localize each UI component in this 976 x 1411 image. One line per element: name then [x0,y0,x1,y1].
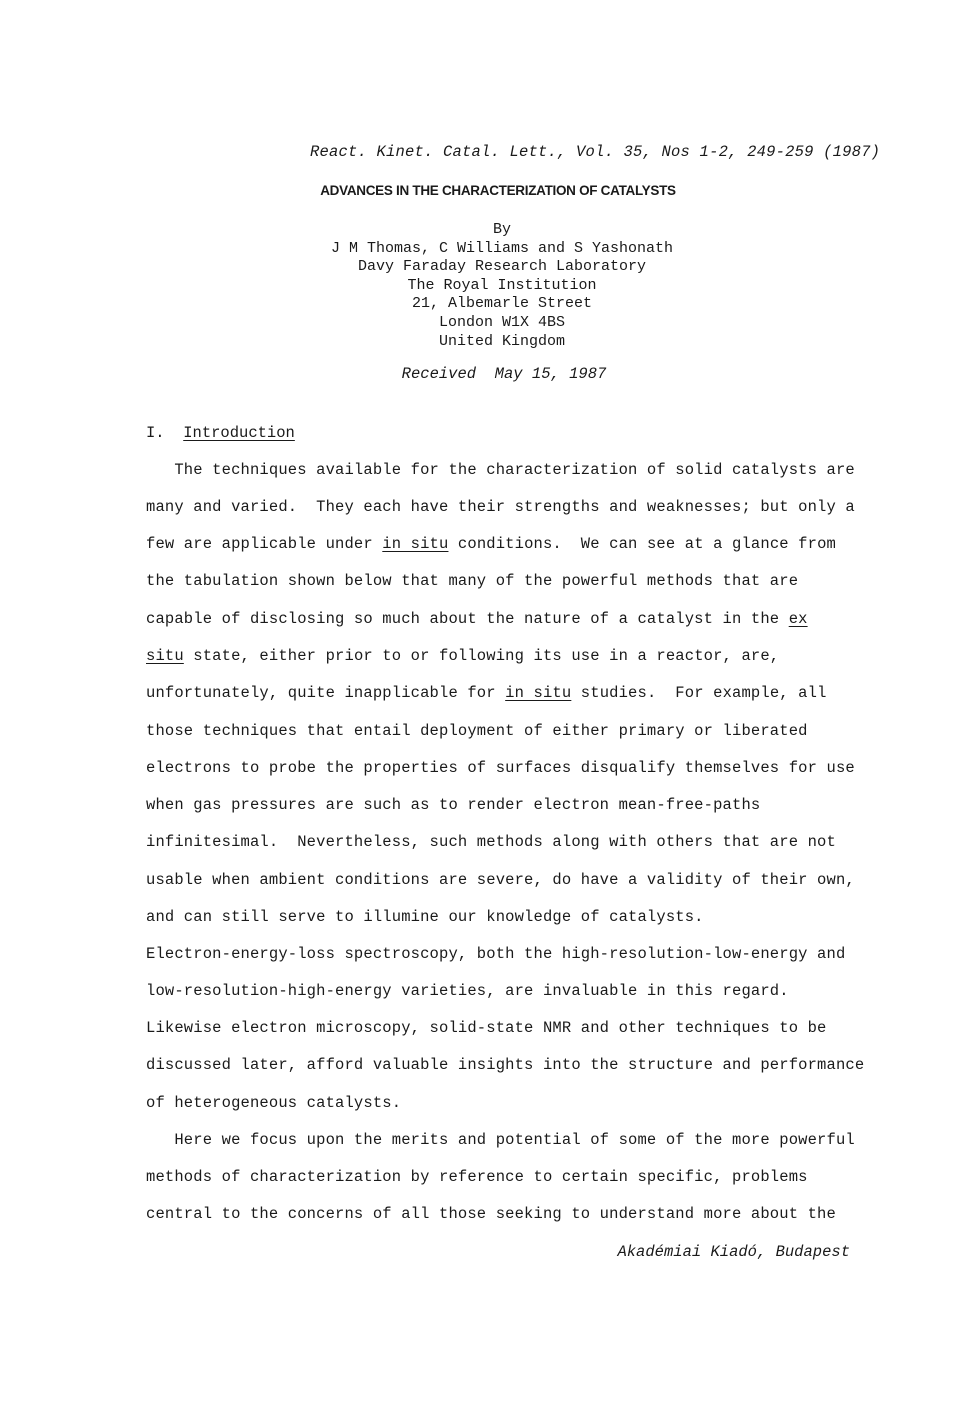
body-line: infinitesimal. Nevertheless, such methods along with others that are not [146,833,836,851]
body-line: many and varied. They each have their strengths and weaknesses; but only a [146,498,855,516]
body-line [146,535,836,553]
body-line: Likewise electron microscopy, solid-state NMR and other techniques to be [146,1019,827,1037]
publisher-footer: Akadémiai Kiadó, Budapest [617,1243,850,1261]
by-line: By [492,221,511,238]
text-run: few are applicable under [146,535,383,553]
text-run: unfortunately, quite inapplicable for [146,684,506,702]
received-date: Received May 15, 1987 [401,365,607,383]
author-block [0,221,976,351]
affiliation-line: Davy Faraday Research Laboratory [357,258,647,276]
body-line: low-resolution-high-energy varieties, are invaluable in this regard. [146,982,789,1000]
body-line: usable when ambient conditions are severe, do have a validity of their own, [146,871,855,889]
body-line [146,684,827,702]
section-title: Introduction [183,424,295,442]
section-heading [146,424,295,442]
text-run: state, either prior to or following its use in a reactor, are, [183,647,780,665]
text-run: studies. For example, all [571,684,827,702]
text-run: conditions. We can see at a glance from [448,535,836,553]
body-line: those techniques that entail deployment of either primary or liberated [146,722,808,740]
text-run: capable of disclosing so much about the nature of a catalyst in the [146,610,789,628]
affiliation-line: London W1X 4BS [438,313,566,331]
emphasis-in-situ: in situ [382,535,449,553]
body-line: methods of characterization by reference to certain specific, problems [146,1168,808,1186]
journal-citation: React. Kinet. Catal. Lett., Vol. 35, Nos 1-2, 249-259 (1987) [310,143,881,161]
affiliation-line: 21, Albemarle Street [411,295,593,313]
authors: J M Thomas, C Williams and S Yashonath [330,239,674,257]
body-line: the tabulation shown below that many of the powerful methods that are [146,572,799,590]
body-line: central to the concerns of all those seeking to understand more about the [146,1205,836,1223]
section-number: I. [146,424,165,442]
body-line [146,647,779,665]
body-line: Electron-energy-loss spectroscopy, both the high-resolution-low-energy and [146,945,846,963]
body-line: The techniques available for the characterization of solid catalysts are [146,461,855,479]
body-line [146,610,808,628]
body-line: of heterogeneous catalysts. [146,1094,402,1112]
affiliation-line: United Kingdom [438,332,566,350]
emphasis-situ: situ [146,647,184,665]
emphasis-ex: ex [788,610,808,628]
article-title: ADVANCES IN THE CHARACTERIZATION OF CATALYSTS [320,183,676,198]
body-line: electrons to probe the properties of surfaces disqualify themselves for use [146,759,855,777]
body-line: Here we focus upon the merits and potential of some of the more powerful [146,1131,855,1149]
body-line: and can still serve to illumine our knowledge of catalysts. [146,908,704,926]
emphasis-in-situ: in situ [505,684,572,702]
body-line: when gas pressures are such as to render electron mean-free-paths [146,796,761,814]
body-line: discussed later, afford valuable insights into the structure and performance [146,1056,865,1074]
affiliation-line: The Royal Institution [407,276,597,294]
